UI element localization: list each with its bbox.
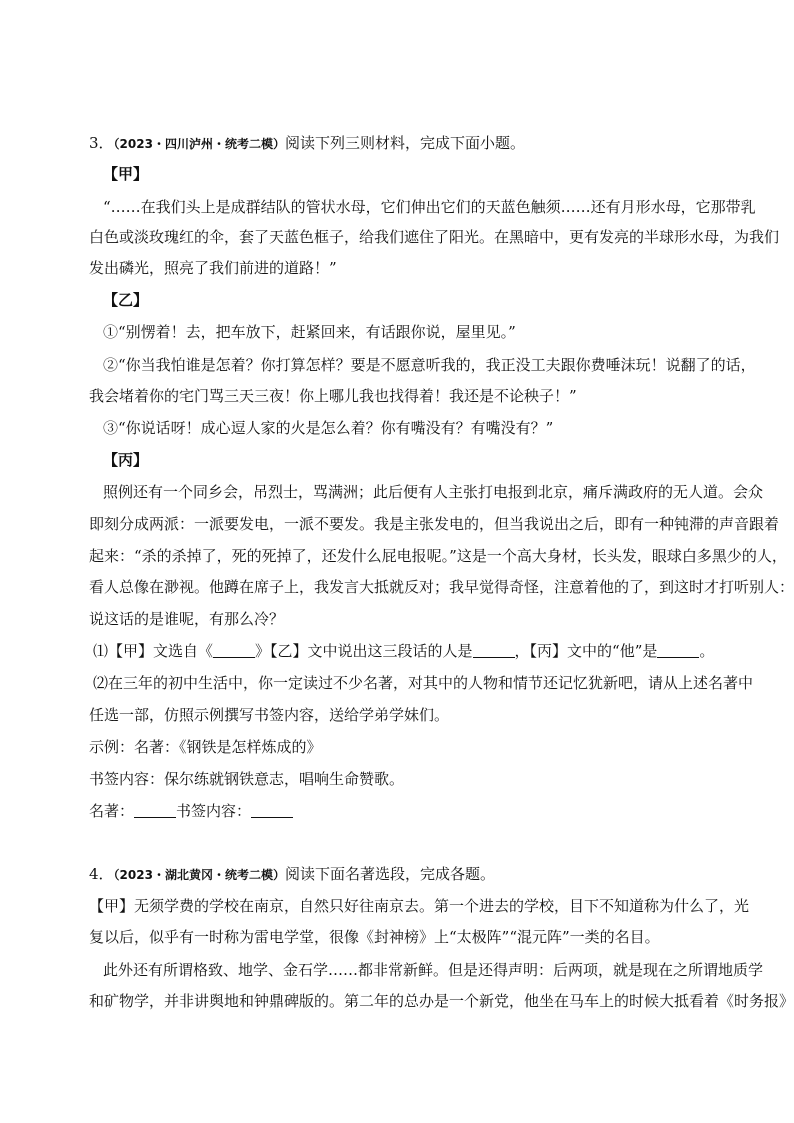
q3-sub2-line: ⑵在三年的初中生活中，你一定读过不少名著，对其中的人物和情节还记忆犹新吧，请从上述名著中: [93, 674, 754, 692]
q3-bing-line: 起来：“杀的杀掉了，死的死掉了，还发什么屁电报呢。”这是一个高大身材，长头发，眼球白多黑少的人，: [89, 547, 787, 565]
q3-sub1-end: 。: [699, 642, 715, 660]
q3-sub1-mid1: 》【乙】文中说出这三段话的人是: [255, 642, 473, 660]
answer-blank[interactable]: [251, 803, 293, 818]
q3-header: [89, 133, 525, 154]
q3-bing-line: 即刻分成两派：一派要发电，一派不要发。我是主张发电的，但当我说出之后，即有一种钝滞的声音跟着: [89, 515, 780, 533]
q3-number: 3．: [89, 134, 114, 152]
q3-bing-line: 说这话的是谁呢，有那么冷？: [89, 610, 285, 628]
q3-jia-line: “……在我们头上是成群结队的管状水母，它们伸出它们的天蓝色触须……还有月形水母，它那带乳: [103, 198, 756, 216]
q3-yi-line: ③“你说话呀！成心逗人家的火是怎么着？你有嘴没有？有嘴没有？”: [103, 419, 554, 437]
q3-sub1-prefix: ⑴【甲】文选自《: [93, 642, 214, 660]
q3-sub1-mid2: ，【丙】文中的“他”是: [514, 642, 658, 660]
q3-example: 示例：名著：《钢铁是怎样炼成的》: [89, 738, 322, 756]
q3-sub2-line: 任选一部，仿照示例撰写书签内容，送给学弟学妹们。: [89, 706, 450, 724]
q4-intro: 阅读下面名著选段，完成各题。: [284, 865, 495, 883]
q3-answer-name-label: 名著：: [89, 802, 135, 820]
q3-jia-line: 发出磷光，照亮了我们前进的道路！”: [89, 259, 337, 277]
q3-bookmark: 书签内容：保尔练就钢铁意志，唱响生命赞歌。: [89, 770, 405, 788]
q4-line: 【甲】无须学费的学校在南京，自然只好往南京去。第一个进去的学校，目下不知道称为什么了，光: [89, 897, 750, 915]
q4-line: 此外还有所谓格致、地学、金石学……都非常新鲜。但是还得声明：后两项，就是现在之所谓地质学: [103, 961, 764, 979]
q4-line: 复以后，似乎有一时称为雷电学堂，很像《封神榜》上“太极阵”“混元阵”一类的名目。: [89, 928, 660, 946]
answer-blank[interactable]: [134, 803, 176, 818]
q3-answer-content-label: 书签内容：: [176, 802, 252, 820]
q3-yi-label: 【乙】: [103, 291, 149, 309]
q3-yi-line: ②“你当我怕谁是怎着？你打算怎样？要是不愿意听我的，我正没工夫跟你费唾沫玩！说翻了的话，: [103, 356, 756, 374]
answer-blank[interactable]: [473, 643, 515, 658]
q3-bing-line: 照例还有一个同乡会，吊烈士，骂满洲；此后便有人主张打电报到北京，痛斥满政府的无人道。会众: [103, 483, 764, 501]
q3-yi-line: ①“别愣着！去，把车放下，赶紧回来，有话跟你说，屋里见。”: [103, 323, 516, 341]
q4-number: 4．: [89, 865, 114, 883]
q3-answer-line: [89, 801, 293, 821]
q3-bing-label: 【丙】: [103, 451, 149, 469]
answer-blank[interactable]: [213, 643, 255, 658]
q3-sub1: [93, 641, 714, 661]
q3-jia-line: 白色或淡玫瑰红的伞，套了天蓝色框子，给我们遮住了阳光。在黑暗中，更有发亮的半球形水母，为我们: [89, 228, 780, 246]
q4-header: [89, 864, 495, 885]
q3-source: （2023・四川泸州・统考二模）: [113, 137, 285, 151]
answer-blank[interactable]: [657, 643, 699, 658]
q4-source: （2023・湖北黄冈・统考二模）: [113, 868, 285, 882]
q3-yi-line: 我会堵着你的宅门骂三天三夜！你上哪儿我也找得着！我还是不论秧子！”: [89, 387, 577, 405]
q4-line: 和矿物学，并非讲舆地和钟鼎碑版的。第二年的总办是一个新党，他坐在马车上的时候大抵看着《时务报》: [89, 992, 794, 1010]
q3-bing-line: 看人总像在渺视。他蹲在席子上，我发言大抵就反对；我早觉得奇怪，注意着他的了，到这时才打听别人：: [89, 578, 794, 596]
q3-intro: 阅读下列三则材料，完成下面小题。: [284, 134, 525, 152]
q3-jia-label: 【甲】: [103, 165, 149, 183]
